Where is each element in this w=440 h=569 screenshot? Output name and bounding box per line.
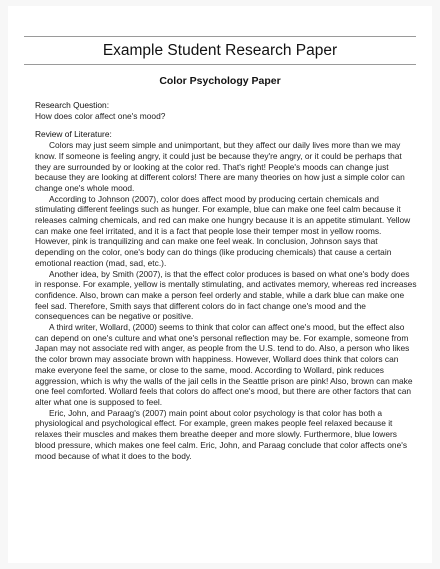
body-paragraph: Colors may just seem simple and unimportant, but they affect our daily lives more than we may know. If someone is feeling angry, it could just be because they're angry, or it could be perhaps that they are surrounded by or looking at the color red. That's right! People's moods can change just because they are looking at different colors! There are many theories on how just a simple color can change one's whole mood. xyxy=(35,140,405,193)
body-paragraph: A third writer, Wollard, (2000) seems to think that color can affect one's mood, but the effect also can depend on one's culture and what one's personal reflection may be. For example, someone from Japan may not associate red with anger, as people from the U.S. tend to do. Also, a person who likes the color brown may associate brown with happiness. However, Wollard does think that colors can make everyone feel the same, or close to the same, mood. According to Wollard, pink reduces aggression, which is why the walls of the jail cells in the Seattle prison are pink! Also, brown can make one feel comforted. Wollard feels that colors do affect one's mood, but there are other factors that can alter what one is supposed to feel. xyxy=(35,322,413,407)
research-question-heading: Research Question: xyxy=(35,100,110,110)
research-question-text: How does color affect one's mood? xyxy=(35,110,166,121)
body-paragraph: Another idea, by Smith (2007), is that the effect color produces is based on what one's body does in response. For example, yellow is mentally stimulating, and activates memory, whereas red increases confidence. Also, brown can make a person feel orderly and stable, while a dark blue can make one feel sad. Therefore, Smith says that different colors do in fact change one's mood and the consequences can be negative or positive. xyxy=(35,268,417,322)
body-paragraph: According to Johnson (2007), color does affect mood by producing certain chemicals and stimulating different feelings such as hunger. For example, blue can make one feel calm because it releases calming chemicals, and red can make one hungry because it is an appetite stimulant. Yellow can make one feel irritated, and it is a fact that people lose their temper most in yellow rooms. However, pink is tranquilizing and can make one feel weak. In conclusion, Johnson says that depending on the color, one's body can do things (like producing chemicals) that cause a certain emotional reaction (mad, sad, etc.). xyxy=(35,193,411,268)
paper-body xyxy=(35,100,417,461)
paper-subtitle: Color Psychology Paper xyxy=(159,75,281,87)
document-page xyxy=(8,6,432,563)
body-paragraph: Eric, John, and Paraag's (2007) main point about color psychology is that color has both a physiological and psychological effect. For example, green makes people feel relaxed because it relaxes their muscles and makes them breathe deeper and more slowly. Furthermore, blue lowers blood pressure, which makes one feel calm. Eric, John, and Paraag conclude that color affects one's mood because of what it does to the body. xyxy=(35,407,408,461)
title-rule-bottom xyxy=(24,64,416,65)
page-title: Example Student Research Paper xyxy=(102,42,338,59)
title-rule-top xyxy=(24,36,416,37)
review-heading: Review of Literature: xyxy=(35,129,112,140)
